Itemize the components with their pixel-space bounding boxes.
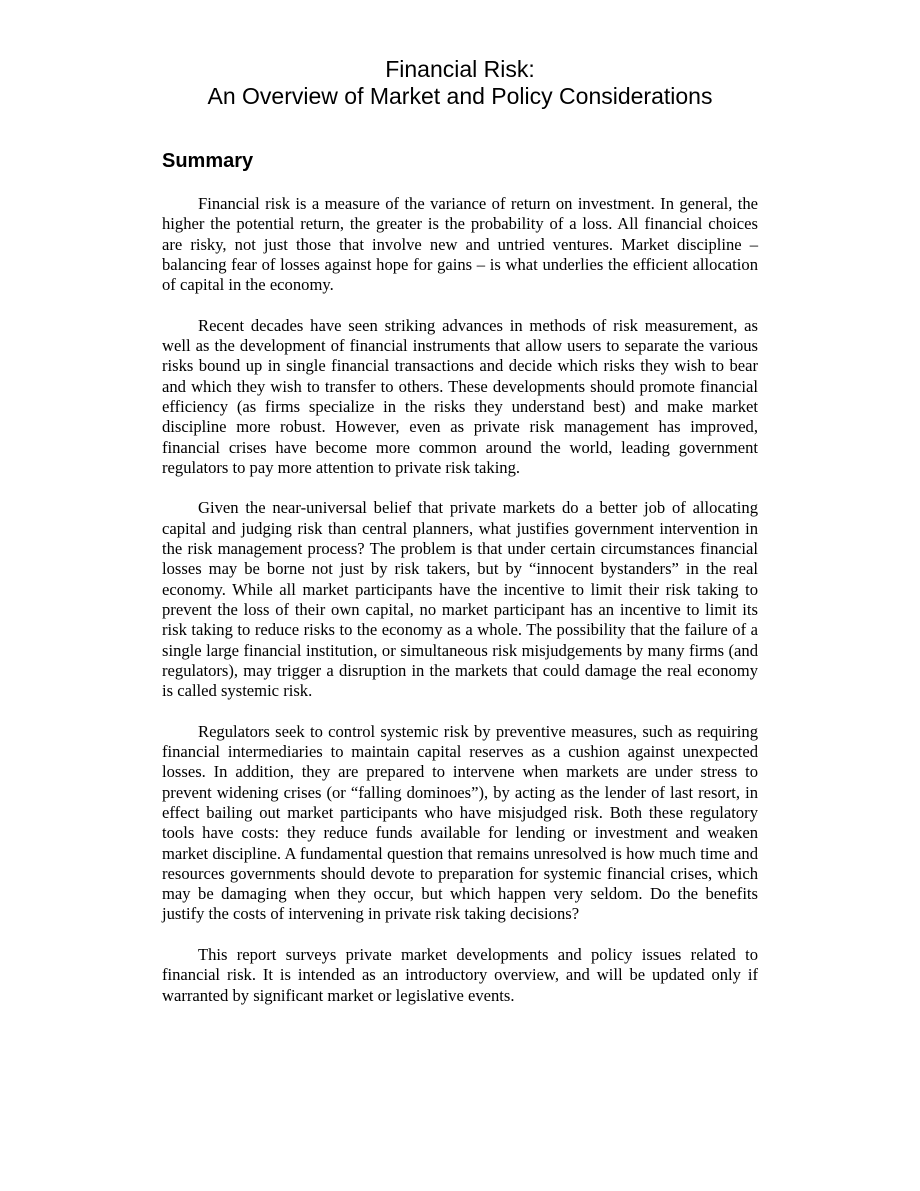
title-line-1: Financial Risk: [385, 56, 535, 82]
paragraph: Recent decades have seen striking advances in methods of risk measurement, as well as the development of financial instruments that allow users to separate the various risks bound up in single financial transactions and decide which risks they wish to bear and which they wish to transfer to others. These developments should promote financial efficiency (as firms specialize in the risks they understand best) and make market discipline more robust. However, even as private risk management has improved, financial crises have become more common around the world, leading government regulators to pay more attention to private risk taking. [162, 315, 758, 477]
document-title [0, 56, 920, 110]
summary-body [162, 194, 758, 1026]
section-heading-summary: Summary [162, 150, 254, 172]
paragraph: Given the near-universal belief that private markets do a better job of allocating capital and judging risk than central planners, what justifies government intervention in the risk management process? The problem is that under certain circumstances financial losses may be borne not just by risk takers, but by “innocent bystanders” in the real economy. While all market participants have the incentive to limit their risk taking to prevent the loss of their own capital, no market participant has an incentive to limit its risk taking to reduce risks to the economy as a whole. The possibility that the failure of a single large financial institution, or simultaneous risk misjudgements by many firms (and regulators), may trigger a disruption in the markets that could damage the real economy is called systemic risk. [162, 498, 758, 701]
paragraph: Regulators seek to control systemic risk by preventive measures, such as requiring financial intermediaries to maintain capital reserves as a cushion against unexpected losses. In addition, they are prepared to intervene when markets are under stress to prevent widening crises (or “falling dominoes”), by acting as the lender of last resort, in effect bailing out market participants who have misjudged risk. Both these regulatory tools have costs: they reduce funds available for lending or investment and weaken market discipline. A fundamental question that remains unresolved is how much time and resources governments should devote to preparation for systemic financial crises, which may be damaging when they occur, but which happen very seldom. Do the benefits justify the costs of intervening in private risk taking decisions? [162, 721, 758, 924]
title-line-2: An Overview of Market and Policy Considerations [207, 83, 713, 109]
paragraph: Financial risk is a measure of the variance of return on investment. In general, the higher the potential return, the greater is the probability of a loss. All financial choices are risky, not just those that involve new and untried ventures. Market discipline – balancing fear of losses against hope for gains – is what underlies the efficient allocation of capital in the economy. [162, 194, 758, 295]
paragraph: This report surveys private market developments and policy issues related to financial risk. It is intended as an introductory overview, and will be updated only if warranted by significant market or legislative events. [162, 944, 758, 1005]
